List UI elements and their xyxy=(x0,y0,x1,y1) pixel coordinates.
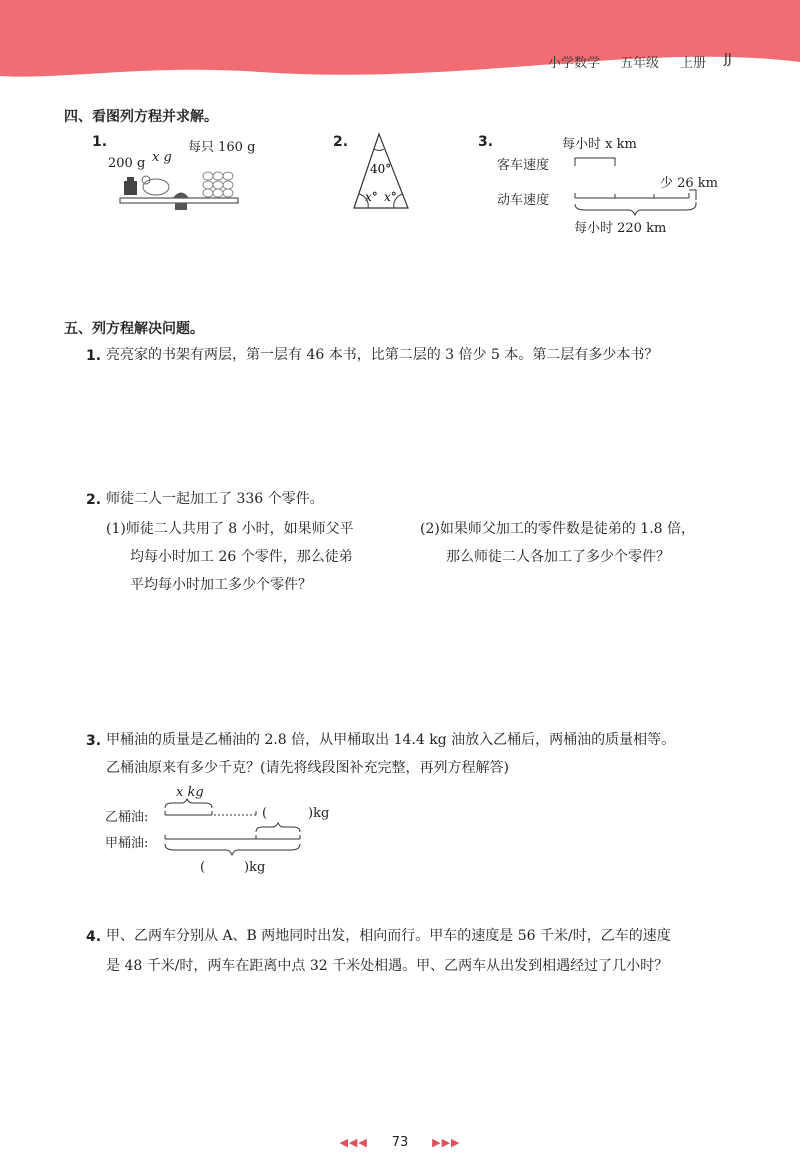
q3-diff-label: 少 26 km xyxy=(660,176,719,191)
q3-top-label: 每小时 x km xyxy=(562,137,637,152)
p3-mid-paren-open: ( xyxy=(262,806,268,821)
speed-segment-diagram xyxy=(565,148,705,218)
p2-text: 师徒二人一起加工了 336 个零件。 xyxy=(106,491,324,507)
q1-each-label: 每只 160 g xyxy=(188,140,256,155)
right-arrows-icon: ▶▶▶ xyxy=(432,1136,461,1149)
p1-text: 亮亮家的书架有两层，第一层有 46 本书，比第二层的 3 倍少 5 本。第二层有多少本书？ xyxy=(106,347,659,363)
p2-sub2-line1: (2)如果师父加工的零件数是徒弟的 1.8 倍， xyxy=(420,521,695,537)
q2-right-angle: x° xyxy=(384,190,397,204)
p3-mid-paren-close: )kg xyxy=(308,806,330,821)
p2-sub1-line3: 平均每小时加工多少个零件？ xyxy=(130,577,312,593)
header-edition: JJ xyxy=(724,52,732,67)
p2-sub1-line1: (1)师徒二人共用了 8 小时，如果师父平 xyxy=(106,521,354,537)
p3-bottom-paren-open: ( xyxy=(200,860,206,875)
header-subject: 小学数学 xyxy=(548,56,601,71)
q1-x-label: x g xyxy=(152,150,172,165)
q3-bottom-label: 每小时 220 km xyxy=(574,221,667,236)
p2-sub2-line2: 那么师徒二人各加工了多少个零件？ xyxy=(446,549,670,565)
header-volume: 上册 xyxy=(680,56,707,71)
p4-line2: 是 48 千米/时，两车在距离中点 32 千米处相遇。甲、乙两车从出发到相遇经过了几小时？ xyxy=(106,958,669,974)
p3-bottom-paren-close: )kg xyxy=(244,860,266,875)
p4-line1: 甲、乙两车分别从 A、B 两地同时出发，相向而行。甲车的速度是 56 千米/时，乙车的速度 xyxy=(106,928,671,944)
p3-number: 3. xyxy=(86,733,102,749)
header-band xyxy=(0,0,800,90)
q3-row2-label: 动车速度 xyxy=(497,193,550,208)
p3-top-label: x kg xyxy=(176,785,204,800)
header-grade: 五年级 xyxy=(620,56,660,71)
p3-line1: 甲桶油的质量是乙桶油的 2.8 倍，从甲桶取出 14.4 kg 油放入乙桶后，两桶油的质量相等。 xyxy=(106,732,676,748)
left-arrows-icon: ◀◀◀ xyxy=(339,1136,368,1149)
balance-scale-figure xyxy=(118,168,243,216)
p3-line2: 乙桶油原来有多少千克？(请先将线段图补充完整，再列方程解答) xyxy=(106,760,509,776)
footer xyxy=(0,1135,800,1150)
p3-row1-label: 乙桶油: xyxy=(105,810,149,825)
q2-left-angle: x° xyxy=(365,190,378,204)
q3-number: 3. xyxy=(478,134,494,150)
p4-number: 4. xyxy=(86,929,102,945)
p1-number: 1. xyxy=(86,348,102,364)
oil-segment-diagram xyxy=(160,794,310,858)
section4-title: 四、看图列方程并求解。 xyxy=(64,109,218,125)
page-number: 73 xyxy=(391,1135,409,1150)
q2-top-angle: 40° xyxy=(370,162,392,176)
p3-row2-label: 甲桶油: xyxy=(105,836,149,851)
q1-number: 1. xyxy=(92,134,108,150)
p2-number: 2. xyxy=(86,492,102,508)
q2-number: 2. xyxy=(333,134,349,150)
q1-weight-label: 200 g xyxy=(108,156,146,171)
triangle-figure xyxy=(348,130,414,214)
q3-row1-label: 客车速度 xyxy=(497,158,550,173)
p2-sub1-line2: 均每小时加工 26 个零件，那么徒弟 xyxy=(130,549,353,565)
section5-title: 五、列方程解决问题。 xyxy=(64,321,204,337)
